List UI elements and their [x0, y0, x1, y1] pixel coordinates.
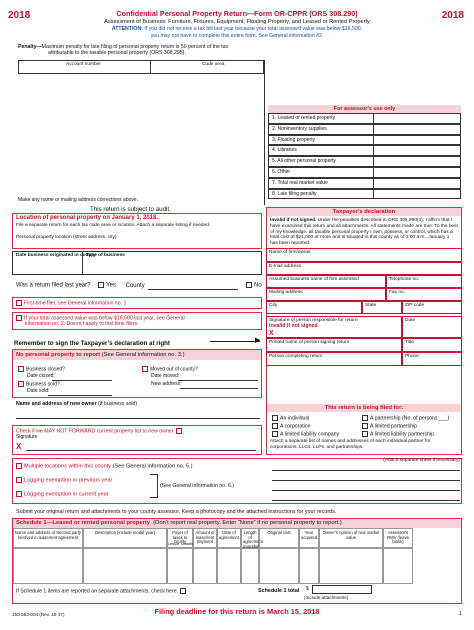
- email-field-label: E-mail address: [269, 264, 301, 269]
- schedule-heading: [16, 520, 342, 527]
- lp-label: A limited partnership: [370, 423, 417, 430]
- individual-checkbox[interactable]: [272, 415, 278, 421]
- assessor-value-cell: [373, 168, 374, 177]
- email-field[interactable]: [266, 262, 462, 275]
- schedule-col-header: [13, 528, 83, 548]
- completing-phone-field-label: Phone: [405, 354, 419, 359]
- form-subtitle: Assessment of Business: Furniture, Fixtures, Equipment, Floating Property, and Leased or Rented Property: [104, 19, 370, 25]
- assessor-row: [268, 135, 461, 146]
- schedule-col-label: Original cost: [267, 530, 291, 535]
- mailing-address-field[interactable]: [266, 288, 386, 301]
- closed-checkbox[interactable]: [18, 366, 24, 372]
- assessor-item-label: 4. Libraries: [272, 147, 297, 154]
- schedule-attach-checkbox[interactable]: [180, 588, 186, 594]
- firm-name-field[interactable]: [266, 248, 462, 262]
- corporation-checkbox[interactable]: [272, 423, 278, 429]
- penalty-text-2: attributable to the taxable personal property (ORS 308.295).: [48, 49, 186, 56]
- logging-1-checkbox[interactable]: [16, 477, 22, 483]
- multiple-label: Multiple locations within this county: [24, 463, 112, 470]
- forward-x-mark: X: [16, 442, 22, 451]
- yes-checkbox[interactable]: [98, 282, 104, 288]
- arrow-right-icon: ▶: [255, 337, 261, 344]
- state-field-label: State: [365, 303, 377, 308]
- penalty-text-1: Maximum penalty for late filing of personal property return is 50 percent of the tax: [41, 44, 229, 50]
- schedule-title: Schedule 1—Leased or rented personal property: [16, 520, 151, 526]
- schedule-total-note: (Include attachments): [304, 595, 349, 600]
- first-time-label: First-time filer, see General information no. 1: [24, 300, 127, 307]
- filed-question: Was a return filed last year?: [16, 282, 91, 289]
- signature-field-label: Signature of person responsible for return: [269, 318, 358, 323]
- attach-note: (Attach separate sheet if necessary): [383, 458, 460, 463]
- signature-date-field-label: Date: [405, 318, 416, 323]
- zip-field[interactable]: [402, 301, 462, 314]
- forward-signature-label: Signature: [16, 434, 38, 440]
- schedule-total-label: Schedule 1 total: [258, 588, 300, 594]
- telephone-field[interactable]: [386, 275, 462, 288]
- yes-label: Yes: [106, 282, 116, 289]
- location-text: File a separate return for each tax code area or location. Attach a separate listing if needed.: [16, 223, 211, 228]
- llc-checkbox[interactable]: [272, 431, 278, 437]
- new-owner-note: (if business sold): [98, 401, 138, 407]
- forward-text: Check if we MAY NOT FORWARD current property list to new owner.: [16, 428, 175, 435]
- date-sold-label: Date sold:: [27, 388, 50, 394]
- schedule-col-header: [299, 528, 319, 548]
- year-right: 2018: [441, 10, 464, 21]
- state-field[interactable]: [362, 301, 402, 314]
- schedule-col-label: Owner’s opinion of real market value: [322, 530, 380, 540]
- assessor-row: [268, 189, 461, 200]
- attention-line-2: you may not have to complete this entire form. See General information #2.: [150, 33, 324, 39]
- assessor-row: [268, 156, 461, 167]
- new-address-label: New address:: [151, 381, 182, 387]
- reminder-text: Remember to sign the Taxpayer’s declaration at right: [14, 340, 170, 347]
- no-property-note: (See General information no. 3.): [101, 352, 185, 358]
- date-closed-input[interactable]: [52, 380, 112, 381]
- schedule-col-header: [217, 528, 241, 548]
- schedule-col-header: [319, 528, 383, 548]
- schedule-payer-sub: Lessor: [168, 542, 180, 546]
- date-originated-input[interactable]: [16, 263, 78, 271]
- below-value-text-1: If your total assessed value was below $16,500 last year, see General: [24, 315, 185, 322]
- llc-row: [272, 431, 339, 438]
- county-label: County: [125, 282, 145, 289]
- date-closed-label: Date closed:: [27, 373, 55, 379]
- signature-x-mark: X: [269, 330, 274, 337]
- audit-note: This return is subject to audit.: [90, 206, 171, 213]
- schedule-col-body[interactable]: [167, 548, 193, 584]
- lp-checkbox[interactable]: [362, 423, 368, 429]
- assessor-row: [268, 113, 461, 124]
- assessor-row: [268, 167, 461, 178]
- assessor-value-cell: [373, 136, 374, 145]
- moved-label: Moved out of county?: [150, 366, 198, 373]
- filed-for-title: This return is being filed for:: [324, 405, 404, 411]
- attach-text: Attach a separate list of names and addresses of each individual partner for corporations, LLCs, LLPs, and partnerships.: [270, 439, 431, 450]
- date-sold-input[interactable]: [48, 395, 112, 396]
- account-label: Account number: [66, 62, 101, 67]
- partnership-label: A partnership (No. of persons ___): [370, 415, 450, 422]
- schedule-footer-row: [16, 588, 188, 595]
- firm-name-field-label: Name of firm/owner: [269, 250, 311, 255]
- forward-checkbox[interactable]: [176, 428, 182, 434]
- no-property-title: No personal property to report: [16, 352, 101, 358]
- first-time-row: [16, 300, 126, 307]
- partner-line-3[interactable]: [272, 490, 460, 491]
- no-checkbox[interactable]: [246, 282, 252, 288]
- lp-row: [362, 423, 417, 430]
- printed-name-field[interactable]: [266, 338, 402, 352]
- schedule-col-header: [83, 528, 167, 548]
- completing-person-field-label: Person completing return: [269, 354, 323, 359]
- new-owner-label: Name and address of new owner: [16, 401, 97, 407]
- title-field[interactable]: [402, 338, 462, 352]
- schedule-col-body[interactable]: [217, 548, 241, 584]
- code-area-label: Code area: [202, 62, 225, 67]
- sold-label: Business sold?: [26, 381, 60, 388]
- submit-note: Submit your original return and attachments to your county assessor. Keep a photocopy and the attached instructions for your records.: [16, 509, 337, 515]
- no-label: No: [253, 282, 262, 289]
- filed-last-year-row: [16, 282, 262, 290]
- account-number-input[interactable]: [20, 68, 146, 74]
- individual-row: [272, 415, 309, 422]
- location-title: Location of personal property on January 1, 2018.: [16, 215, 159, 221]
- new-owner-input[interactable]: [16, 418, 260, 419]
- assessor-value-cell: [373, 146, 374, 155]
- fax-field-label: Fax no.: [389, 290, 405, 295]
- below-value-checkbox[interactable]: [16, 315, 22, 321]
- schedule-col-label: Amount of lease/rent payment: [195, 530, 215, 545]
- signature-invalid-label: Invalid if not signed: [269, 323, 318, 329]
- logging-1-label: Logging exemption in previous year: [24, 477, 113, 484]
- assessor-row: [268, 178, 461, 189]
- telephone-field-label: Telephone no.: [389, 277, 420, 282]
- llc-label: A limited liability company: [280, 431, 340, 438]
- schedule-col-header: [259, 528, 299, 548]
- account-divider: [150, 60, 151, 74]
- schedule-col-body[interactable]: [259, 548, 299, 584]
- forward-row: [16, 428, 184, 435]
- filing-deadline: Filing deadline for this return is March 15, 2018: [154, 607, 320, 616]
- title-field-label: Title: [405, 340, 414, 345]
- logging-2-label: Logging exemption in current year: [24, 491, 109, 498]
- code-area-input[interactable]: [154, 68, 262, 74]
- form-number: 150-553-004 (Rev. 10-17): [12, 612, 65, 617]
- partnership-checkbox[interactable]: [362, 415, 368, 421]
- schedule-col-label: Year acquired: [301, 530, 318, 540]
- date-moved-input[interactable]: [178, 380, 258, 381]
- location-address-label: Personal property location (street address, city): [16, 235, 117, 240]
- schedule-col-body[interactable]: [83, 548, 167, 584]
- logging-2-checkbox[interactable]: [16, 491, 22, 497]
- schedule-total-dollar: $: [306, 586, 309, 592]
- completing-phone-field[interactable]: [402, 352, 462, 366]
- assessor-item-label: 5. All other personal property: [272, 158, 336, 165]
- corporation-label: A corporation: [280, 423, 311, 430]
- fax-field[interactable]: [386, 288, 462, 301]
- partner-line-1[interactable]: [272, 470, 460, 471]
- schedule-col-label: Date of agreement: [219, 530, 240, 540]
- multiple-checkbox[interactable]: [16, 463, 22, 469]
- llp-label: A limited liability partnership: [370, 431, 435, 438]
- assessor-title: For assessor’s use only: [333, 106, 396, 112]
- assessor-item-label: 6. Other: [272, 169, 291, 175]
- penalty-note: [18, 45, 308, 57]
- assessor-item-label: 1. Leased or rented property: [272, 115, 336, 121]
- forward-signature-input[interactable]: [26, 450, 256, 451]
- schedule-col-header: [383, 528, 413, 548]
- logging-1-row: [16, 477, 112, 484]
- assumed-name-field-label: Assumed business name of firm assessed: [269, 277, 359, 282]
- schedule-footer-text: If Schedule 1 items are reported on separate attachments, check here.: [16, 588, 179, 595]
- attention-label: ATTENTION:: [111, 26, 143, 32]
- assessor-item-label: 2. Noninventory supplies: [272, 125, 327, 132]
- date-moved-label: Date moved:: [151, 373, 180, 379]
- partner-line-4[interactable]: [272, 500, 460, 501]
- multiple-row: [16, 463, 193, 470]
- schedule-col-label: Assessor’s RMV (leave blank): [387, 530, 409, 545]
- type-business-input[interactable]: [86, 263, 258, 271]
- sold-checkbox[interactable]: [18, 381, 24, 387]
- page-number: 1: [459, 611, 462, 617]
- below-value-text-2: information no. 2. Doesn’t apply to first time filers.: [25, 321, 139, 328]
- type-business-label: Type of business: [86, 253, 125, 258]
- assessor-value-cell: [373, 114, 374, 123]
- reminder-arrow: [210, 341, 260, 342]
- assessor-value-cell: [373, 190, 374, 199]
- year-left: 2018: [8, 10, 31, 21]
- schedule-col-body[interactable]: [319, 548, 383, 584]
- multiple-note: (See General information no. 5.): [112, 463, 193, 470]
- signature-field[interactable]: [266, 316, 402, 338]
- logging-2-row: [16, 491, 109, 498]
- schedule-payer-sub: Lessee: [181, 542, 194, 546]
- schedule-total-input[interactable]: [312, 585, 372, 594]
- closed-label: Business closed?: [26, 366, 65, 373]
- completing-person-field[interactable]: [266, 352, 402, 366]
- schedule-note: (Don’t report real property. Enter “None” if no personal property to report.): [153, 520, 342, 526]
- zip-field-label: ZIP code: [405, 303, 425, 308]
- schedule-col-header: [241, 528, 264, 549]
- assessor-value-cell: [373, 125, 374, 134]
- below-value-row: [16, 315, 185, 328]
- schedule-col-label: Length of agreement (months): [243, 530, 264, 549]
- assessor-item-label: 8. Late filing penalty: [272, 190, 317, 197]
- assumed-name-field[interactable]: [266, 275, 386, 288]
- location-address-input[interactable]: [16, 241, 256, 247]
- declaration-text: Under the penalties described in ORS 305.990(4), I affirm that I have examined this return and all attachments. All statements made are true. To the best of my knowledge, all taxable personal property I own, possess, or control, which has a total cost of $21,000 or more and is situated in this county as of 1:00 a.m., January 1 has been reported.: [270, 218, 458, 246]
- assessor-item-label: 3. Floating property: [272, 136, 316, 143]
- attention-text-1: If you did not receive a tax bill last year because your total assessed value was below $16,500,: [144, 26, 363, 32]
- llp-row: [362, 431, 434, 438]
- date-originated-label: Date business originated in county: [16, 253, 96, 258]
- no-property-heading: [16, 352, 185, 359]
- schedule-col-body[interactable]: [241, 548, 259, 584]
- declaration-text-block: [270, 218, 458, 247]
- assessor-row: [268, 124, 461, 135]
- assessor-row: [268, 145, 461, 156]
- schedule-col-header: [193, 528, 217, 548]
- printed-name-field-label: Printed name of person signing return: [269, 340, 350, 345]
- city-field-label: City: [269, 303, 278, 308]
- mailing-address-field-label: Mailing address: [269, 290, 303, 295]
- schedule-col-body[interactable]: [13, 548, 83, 584]
- schedule-col-body[interactable]: [193, 548, 217, 584]
- see-6-note: (See General information no. 6.): [160, 483, 235, 489]
- partnership-row: [362, 415, 449, 422]
- mailing-divider: [264, 60, 265, 205]
- first-time-checkbox[interactable]: [16, 300, 22, 306]
- address-correction-note: Make any name or mailing address corrections above.: [18, 197, 139, 203]
- penalty-label: Penalty—: [18, 44, 42, 50]
- schedule-col-body[interactable]: [299, 548, 319, 584]
- assessor-value-cell: [373, 157, 374, 166]
- partner-line-2[interactable]: [272, 480, 460, 481]
- schedule-col-body[interactable]: [383, 548, 413, 584]
- signature-date-field[interactable]: [402, 316, 462, 338]
- corporation-row: [272, 423, 311, 430]
- schedule-col-label: Description (include model year): [94, 530, 156, 535]
- declaration-title: Taxpayer’s declaration: [332, 209, 396, 215]
- new-owner-row: [16, 402, 137, 408]
- assessor-item-label: 7. Total real market value: [272, 179, 328, 186]
- llp-checkbox[interactable]: [362, 431, 368, 437]
- individual-label: An individual: [280, 415, 310, 422]
- county-input[interactable]: [148, 283, 238, 291]
- form-title: Confidential Personal Property Return—Form OR-CPPR (ORS 308.290): [116, 9, 358, 18]
- declaration-invalid: Invalid if not signed.: [270, 218, 317, 223]
- city-field[interactable]: [266, 301, 362, 314]
- assessor-value-cell: [373, 179, 374, 188]
- moved-checkbox[interactable]: [142, 366, 148, 372]
- schedule-col-label: Payer of taxes to county: [172, 530, 188, 545]
- logging-brace: [150, 474, 158, 498]
- new-address-input[interactable]: [180, 388, 258, 389]
- schedule-col-label: Name and address of Second party involved in lease/rent agreement: [15, 530, 81, 540]
